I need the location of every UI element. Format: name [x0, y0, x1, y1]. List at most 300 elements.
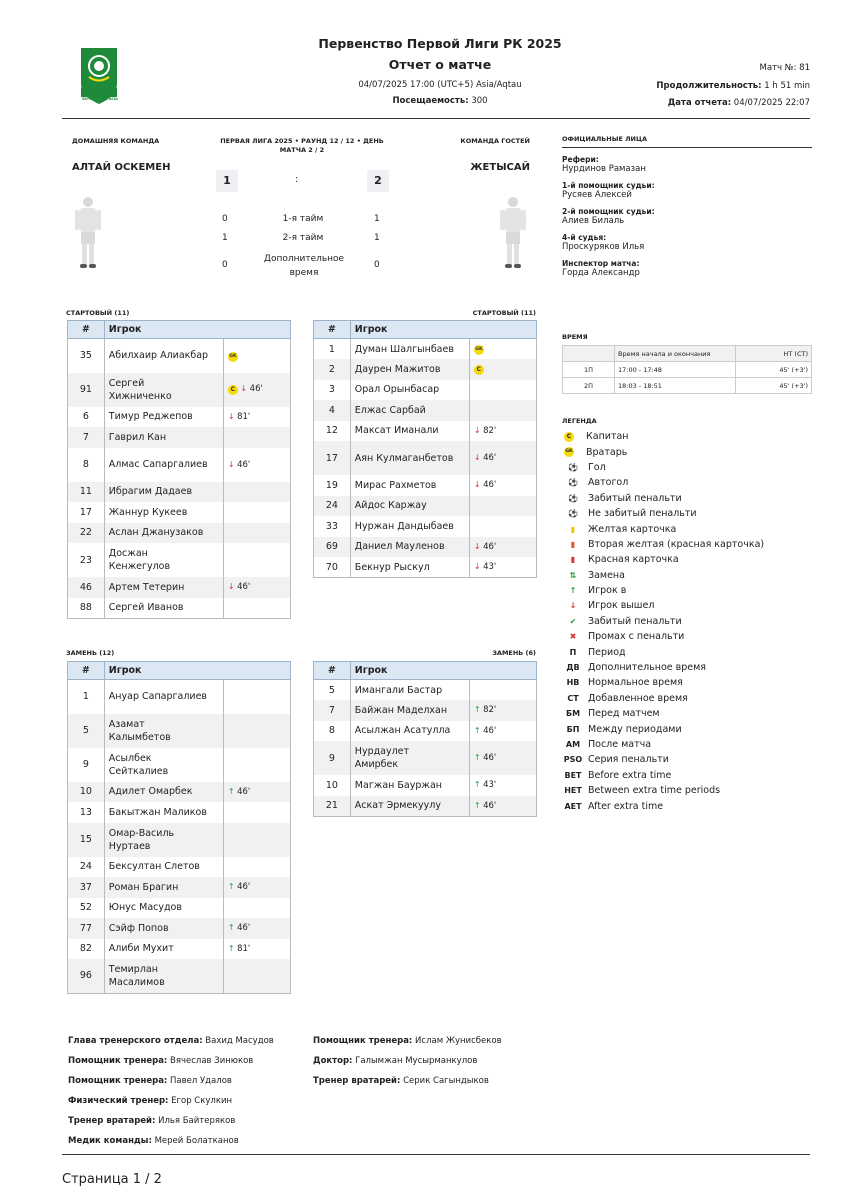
player-events	[223, 802, 290, 823]
player-name-text: Максат Иманали	[354, 425, 439, 437]
col-player-header: Игрок	[350, 662, 536, 680]
legend-item	[562, 629, 812, 644]
player-number: 12	[314, 421, 351, 442]
table-row	[314, 796, 537, 817]
staff-role: Помощник тренера:	[68, 1056, 168, 1066]
legend-text: Серия пенальти	[588, 754, 669, 766]
player-name	[350, 741, 469, 775]
goal-icon: ⚽	[568, 462, 578, 472]
header-divider	[62, 118, 810, 119]
player-name	[350, 400, 469, 421]
player-events	[223, 782, 290, 803]
player-name	[104, 857, 223, 878]
player-in-icon: ↑	[473, 800, 484, 810]
page-number: Страница 1 / 2	[62, 1172, 162, 1187]
legend-list	[562, 429, 812, 814]
player-in-icon: ↑	[227, 943, 238, 953]
away-subs-table	[313, 661, 537, 817]
table-row	[68, 802, 291, 823]
player-name-text: Елжас Сарбай	[354, 404, 426, 416]
player-number: 9	[68, 748, 105, 782]
player-number: 69	[314, 537, 351, 558]
report-title: Первенство Первой Лиги РК 2025	[318, 36, 562, 51]
player-name	[104, 782, 223, 803]
table-row	[68, 898, 291, 919]
player-name	[104, 748, 223, 782]
player-events	[223, 543, 290, 577]
table-row	[68, 823, 291, 857]
player-name	[104, 680, 223, 714]
player-name	[104, 959, 223, 993]
staff-name: Серик Сагындыков	[403, 1076, 489, 1086]
player-number: 13	[68, 802, 105, 823]
player-name-text: Даурен Мажитов	[354, 363, 441, 375]
official-role: 1-й помощник судьи:	[562, 181, 655, 190]
table-row	[68, 502, 291, 523]
sub-minute: 81'	[237, 411, 251, 422]
player-name	[350, 516, 469, 537]
bet-abbr: BET	[564, 770, 582, 780]
table-row	[314, 421, 537, 442]
table-row	[68, 877, 291, 898]
player-number: 19	[314, 475, 351, 496]
player-name	[350, 537, 469, 558]
away-subs-caption: ЗАМЕНЬ (6)	[492, 649, 536, 657]
table-row	[68, 714, 291, 748]
player-name	[104, 339, 223, 373]
match-duration	[656, 81, 810, 91]
legend-item	[562, 706, 812, 721]
player-number: 1	[314, 339, 351, 360]
table-row	[68, 680, 291, 714]
home-caption: ДОМАШНЯЯ КОМАНДА	[72, 137, 160, 145]
home-team-name: АЛТАЙ ОСКЕМЕН	[72, 162, 171, 173]
period-home-score: 0	[222, 214, 228, 224]
away-starting-caption: СТАРТОВЫЙ (11)	[472, 309, 536, 317]
table-row	[68, 523, 291, 544]
player-out-icon: ↓	[473, 480, 484, 490]
legend-text: Перед матчем	[588, 708, 660, 720]
sub-minute: 81'	[237, 943, 251, 954]
player-number: 77	[68, 918, 105, 939]
table-row	[314, 400, 537, 421]
player-name-text: Бакытжан Маликов	[108, 806, 207, 818]
attendance-label: Посещаемость:	[392, 96, 469, 106]
logo-text-2: БІРІНШІ ЛИГАСЫ	[82, 97, 118, 101]
player-events	[223, 427, 290, 448]
legend-item	[562, 552, 812, 567]
staff-name: Мерей Болатканов	[154, 1136, 239, 1146]
player-events	[223, 448, 290, 482]
player-number: 6	[68, 407, 105, 428]
staff-item	[68, 1136, 308, 1156]
player-events	[223, 598, 290, 619]
official-role: 2-й помощник судьи:	[562, 207, 655, 216]
sub-minute: 46'	[483, 480, 497, 491]
table-row	[314, 339, 537, 360]
player-events	[469, 775, 536, 796]
player-name-text: Гаврил Кан	[108, 431, 167, 443]
legend-text: Гол	[588, 461, 606, 473]
official-role: Инспектор матча:	[562, 259, 640, 268]
legend-item	[562, 444, 812, 459]
player-number: 82	[68, 939, 105, 960]
home-starting-caption: СТАРТОВЫЙ (11)	[66, 309, 130, 317]
legend-item	[562, 521, 812, 536]
legend-item	[562, 644, 812, 659]
table-row	[314, 557, 537, 578]
staff-item	[68, 1056, 308, 1076]
staff-name: Вячеслав Зинюков	[170, 1056, 254, 1066]
red-card-icon: ▮	[570, 555, 576, 565]
sub-minute: 46'	[237, 786, 251, 797]
legend-text: Вратарь	[586, 446, 628, 458]
before-match-abbr: БМ	[565, 709, 581, 719]
player-name-text: Ануар Сапаргалиев	[108, 691, 208, 703]
period-label: Дополнительное время	[263, 254, 345, 278]
away-caption: КОМАНДА ГОСТЕЙ	[460, 137, 530, 145]
table-row	[68, 482, 291, 503]
official-name: Горда Александр	[562, 268, 640, 278]
player-name-text: Алиби Мухит	[108, 943, 174, 955]
player-events	[223, 339, 290, 373]
legend-item	[562, 583, 812, 598]
player-name-text: Азамат Калымбетов	[108, 718, 171, 743]
player-events	[223, 877, 290, 898]
player-events	[223, 748, 290, 782]
player-name-text: Асылбек Сейткалиев	[108, 752, 169, 777]
player-name-text: Ибрагим Дадаев	[108, 486, 193, 498]
player-name	[104, 407, 223, 428]
player-number: 8	[68, 448, 105, 482]
legend-item	[562, 568, 812, 583]
legend-text: Промах с пенальти	[588, 631, 685, 643]
player-name-text: Нурдаулет Амирбек	[354, 746, 410, 770]
player-number: 35	[68, 339, 105, 373]
legend-item	[562, 475, 812, 490]
player-events	[469, 537, 536, 558]
second-yellow-icon: ▮	[570, 539, 576, 549]
player-number: 2	[314, 359, 351, 380]
legend-text: Between extra time periods	[588, 785, 721, 797]
player-events	[469, 359, 536, 380]
time-range: 18:03 - 18:51	[615, 378, 736, 394]
duration-value: 1 h 51 min	[764, 81, 810, 91]
score-separator: :	[295, 174, 299, 185]
player-events	[223, 898, 290, 919]
aet-abbr: AET	[564, 801, 582, 811]
legend-item	[562, 783, 812, 798]
table-row	[68, 543, 291, 577]
away-staff-list	[313, 1036, 573, 1096]
away-score: 2	[367, 170, 389, 192]
player-name	[104, 543, 223, 577]
table-row	[68, 373, 291, 407]
time-table	[562, 345, 812, 394]
player-number: 1	[68, 680, 105, 714]
player-events	[469, 680, 536, 701]
player-out-icon: ↓	[237, 384, 250, 393]
player-name-text: Адилет Омарбек	[108, 786, 193, 798]
player-name-text: Асылжан Асатулла	[354, 725, 451, 737]
player-name-text: Досжан Кенжегулов	[108, 548, 171, 572]
player-out-icon: ↓	[473, 562, 484, 571]
time-row	[563, 378, 812, 394]
own-goal-icon: ⚽	[568, 478, 578, 488]
player-name	[104, 523, 223, 544]
player-number: 15	[68, 823, 105, 857]
player-name	[350, 700, 469, 721]
home-subs-table	[67, 661, 291, 994]
legend-text: Между периодами	[588, 723, 682, 735]
player-name	[350, 339, 469, 360]
period-away-score: 0	[374, 260, 380, 270]
sub-minute: 46'	[237, 882, 251, 893]
period-label: 1-я тайм	[282, 214, 324, 224]
table-row	[68, 339, 291, 373]
legend-text: После матча	[588, 739, 652, 750]
player-number: 24	[314, 496, 351, 517]
staff-item	[313, 1076, 573, 1096]
staff-item	[313, 1036, 573, 1056]
player-in-icon: ↑	[473, 705, 484, 715]
sub-minute: 46'	[483, 725, 497, 736]
player-name	[104, 448, 223, 482]
legend-text: Before extra time	[588, 769, 672, 781]
official-role: 4-й судья:	[562, 233, 607, 242]
player-number: 24	[68, 857, 105, 878]
player-out-icon: ↓	[227, 582, 238, 592]
table-row	[314, 441, 537, 475]
player-in-icon: ↑	[473, 753, 484, 762]
col-player-header: Игрок	[104, 321, 290, 339]
home-starting-table	[67, 320, 291, 619]
player-events	[223, 680, 290, 714]
player-name-text: Аскат Эрмекуулу	[354, 800, 441, 811]
staff-role: Глава тренерского отдела:	[68, 1036, 203, 1046]
player-name-text: Магжан Бауржан	[354, 779, 442, 791]
period-home-score: 0	[222, 260, 228, 270]
staff-name: Ислам Жунисбеков	[415, 1036, 502, 1046]
report-date-label: Дата отчета:	[667, 98, 732, 108]
time-row	[563, 362, 812, 378]
match-datetime: 04/07/2025 17:00 (UTC+5) Asia/Aqtau	[358, 80, 522, 90]
home-staff-list	[68, 1036, 308, 1156]
table-header-row	[68, 321, 291, 339]
staff-role: Доктор:	[313, 1056, 353, 1066]
yellow-card-icon: ▮	[570, 524, 576, 534]
staff-role: Помощник тренера:	[68, 1076, 168, 1086]
player-events	[469, 496, 536, 517]
time-caption: ВРЕМЯ	[562, 333, 588, 341]
sub-minute: 43'	[483, 780, 497, 791]
staff-name: Егор Скулкин	[171, 1096, 233, 1106]
staff-name: Павел Удалов	[170, 1076, 232, 1086]
table-row	[68, 427, 291, 448]
player-name	[350, 496, 469, 517]
col-player-header: Игрок	[350, 321, 536, 339]
official-name: Нурдинов Рамазан	[562, 164, 646, 174]
report-date	[668, 98, 810, 108]
player-events	[223, 577, 290, 598]
player-name	[350, 475, 469, 496]
table-row	[68, 448, 291, 482]
player-name	[350, 680, 469, 701]
legend-item	[562, 721, 812, 736]
player-name-text: Орал Орынбасар	[354, 384, 440, 396]
sub-minute: 46'	[237, 923, 251, 934]
time-header-times: Время начала и окончания	[615, 346, 736, 362]
attendance	[260, 96, 620, 106]
player-name-text: Юнус Масудов	[108, 902, 182, 914]
player-name	[350, 441, 469, 475]
staff-name: Галымжан Мусырманкулов	[355, 1056, 478, 1066]
added-time-abbr: СТ	[567, 693, 579, 703]
table-row	[68, 918, 291, 939]
legend-text: Дополнительное время	[588, 662, 707, 674]
table-header-row	[314, 321, 537, 339]
player-name	[104, 502, 223, 523]
table-row	[68, 782, 291, 803]
after-match-abbr: АМ	[565, 740, 581, 749]
player-name-text: Тимур Реджепов	[108, 411, 193, 423]
player-name	[104, 939, 223, 960]
sub-minute: 43'	[483, 562, 497, 572]
player-name	[350, 421, 469, 442]
penalty-shootout-abbr: PSO	[563, 755, 583, 765]
officials-caption: ОФИЦИАЛЬНЫЕ ЛИЦА	[562, 135, 648, 143]
legend-item	[562, 614, 812, 629]
table-row	[314, 359, 537, 380]
player-name-text: Сергей Иванов	[108, 602, 184, 613]
report-date-value: 04/07/2025 22:07	[733, 98, 810, 108]
player-out-icon: ↓	[227, 411, 238, 421]
player-name	[104, 802, 223, 823]
player-events	[469, 516, 536, 537]
player-name	[350, 796, 469, 817]
shootout-scored-icon: ✔	[569, 616, 577, 626]
player-name	[350, 721, 469, 742]
player-events	[469, 475, 536, 496]
player-name	[104, 714, 223, 748]
player-events	[469, 400, 536, 421]
player-name	[104, 427, 223, 448]
duration-label: Продолжительность:	[656, 81, 762, 91]
table-row	[68, 577, 291, 598]
player-number: 88	[68, 598, 105, 619]
home-score: 1	[216, 170, 238, 192]
staff-name: Вахид Масудов	[205, 1036, 274, 1046]
het-abbr: HET	[564, 786, 582, 796]
time-ht: 45' (+3')	[736, 378, 812, 394]
player-events	[469, 721, 536, 742]
player-name-text: Омар-Василь Нуртаев	[108, 827, 175, 852]
time-header-ht: НТ (СТ)	[736, 346, 812, 362]
legend-item	[562, 506, 812, 521]
legend-text: Добавленное время	[588, 692, 688, 704]
staff-role: Помощник тренера:	[313, 1036, 413, 1046]
player-events	[223, 959, 290, 993]
captain-icon: C	[564, 432, 574, 442]
between-periods-abbr: БП	[566, 724, 580, 734]
time-header-empty	[563, 346, 615, 362]
player-number: 52	[68, 898, 105, 919]
legend-text: Вторая желтая (красная карточка)	[588, 538, 765, 550]
sub-minute: 46'	[237, 582, 251, 593]
player-name-text: Сэйф Попов	[108, 922, 169, 934]
player-in-icon: ↑	[473, 725, 484, 735]
legend-item	[562, 798, 812, 813]
player-number: 46	[68, 577, 105, 598]
legend-item	[562, 429, 812, 444]
player-number: 21	[314, 796, 351, 817]
table-row	[68, 598, 291, 619]
officials-list	[562, 155, 812, 285]
sub-minute: 82'	[483, 425, 497, 436]
player-events	[223, 482, 290, 503]
sub-minute: 46'	[249, 384, 263, 394]
player-events	[223, 939, 290, 960]
match-no-label: Матч №:	[759, 63, 797, 73]
period-abbr: П	[569, 647, 577, 657]
goalkeeper-icon: GK	[474, 345, 484, 355]
round-caption: ПЕРВАЯ ЛИГА 2025 • РАУНД 12 / 12 • ДЕНЬ МАТЧА 2 / 2	[220, 137, 384, 154]
legend-item	[562, 660, 812, 675]
sub-minute: 46'	[483, 453, 497, 463]
sub-minute: 46'	[483, 800, 497, 811]
player-name-text: Аян Кулмаганбетов	[354, 452, 454, 464]
away-kit-icon	[498, 196, 528, 266]
player-name-text: Абилхаир Алиакбар	[108, 350, 209, 362]
time-period: 2П	[563, 378, 615, 394]
player-number: 11	[68, 482, 105, 503]
legend-item	[562, 752, 812, 767]
table-row	[68, 748, 291, 782]
legend-caption: ЛЕГЕНДА	[562, 417, 597, 425]
sub-minute: 82'	[483, 705, 497, 716]
player-name-text: Байжан Маделхан	[354, 704, 448, 716]
normal-time-abbr: НВ	[566, 678, 580, 688]
away-team-name: ЖЕТЫСАЙ	[470, 162, 530, 173]
table-row	[314, 380, 537, 401]
table-header-row	[68, 662, 291, 680]
official-name: Русяев Алексей	[562, 190, 632, 200]
penalty-missed-icon: ⚽	[568, 509, 578, 519]
table-row	[314, 475, 537, 496]
player-out-icon: ↓	[473, 425, 484, 435]
legend-text: Замена	[588, 569, 625, 581]
player-events	[223, 823, 290, 857]
staff-item	[68, 1096, 308, 1116]
legend-text: Игрок вышел	[588, 600, 655, 612]
substitution-icon: ⇅	[569, 570, 577, 580]
table-row	[314, 496, 537, 517]
player-name	[104, 898, 223, 919]
table-row	[314, 537, 537, 558]
legend-text: Красная карточка	[588, 554, 679, 566]
player-name-text: Сергей Хижниченко	[108, 377, 172, 402]
player-out-icon: ↓	[473, 541, 484, 551]
col-num-header: #	[314, 321, 351, 339]
player-name-text: Даниел Мауленов	[354, 541, 445, 553]
away-starting-table	[313, 320, 537, 578]
footer-divider	[62, 1154, 810, 1155]
staff-item	[68, 1076, 308, 1096]
player-events	[469, 421, 536, 442]
logo-text-1: ҚАЗАҚСТАН	[87, 93, 113, 97]
player-name-text: Бексултан Слетов	[108, 861, 200, 873]
officials-divider	[562, 147, 812, 148]
